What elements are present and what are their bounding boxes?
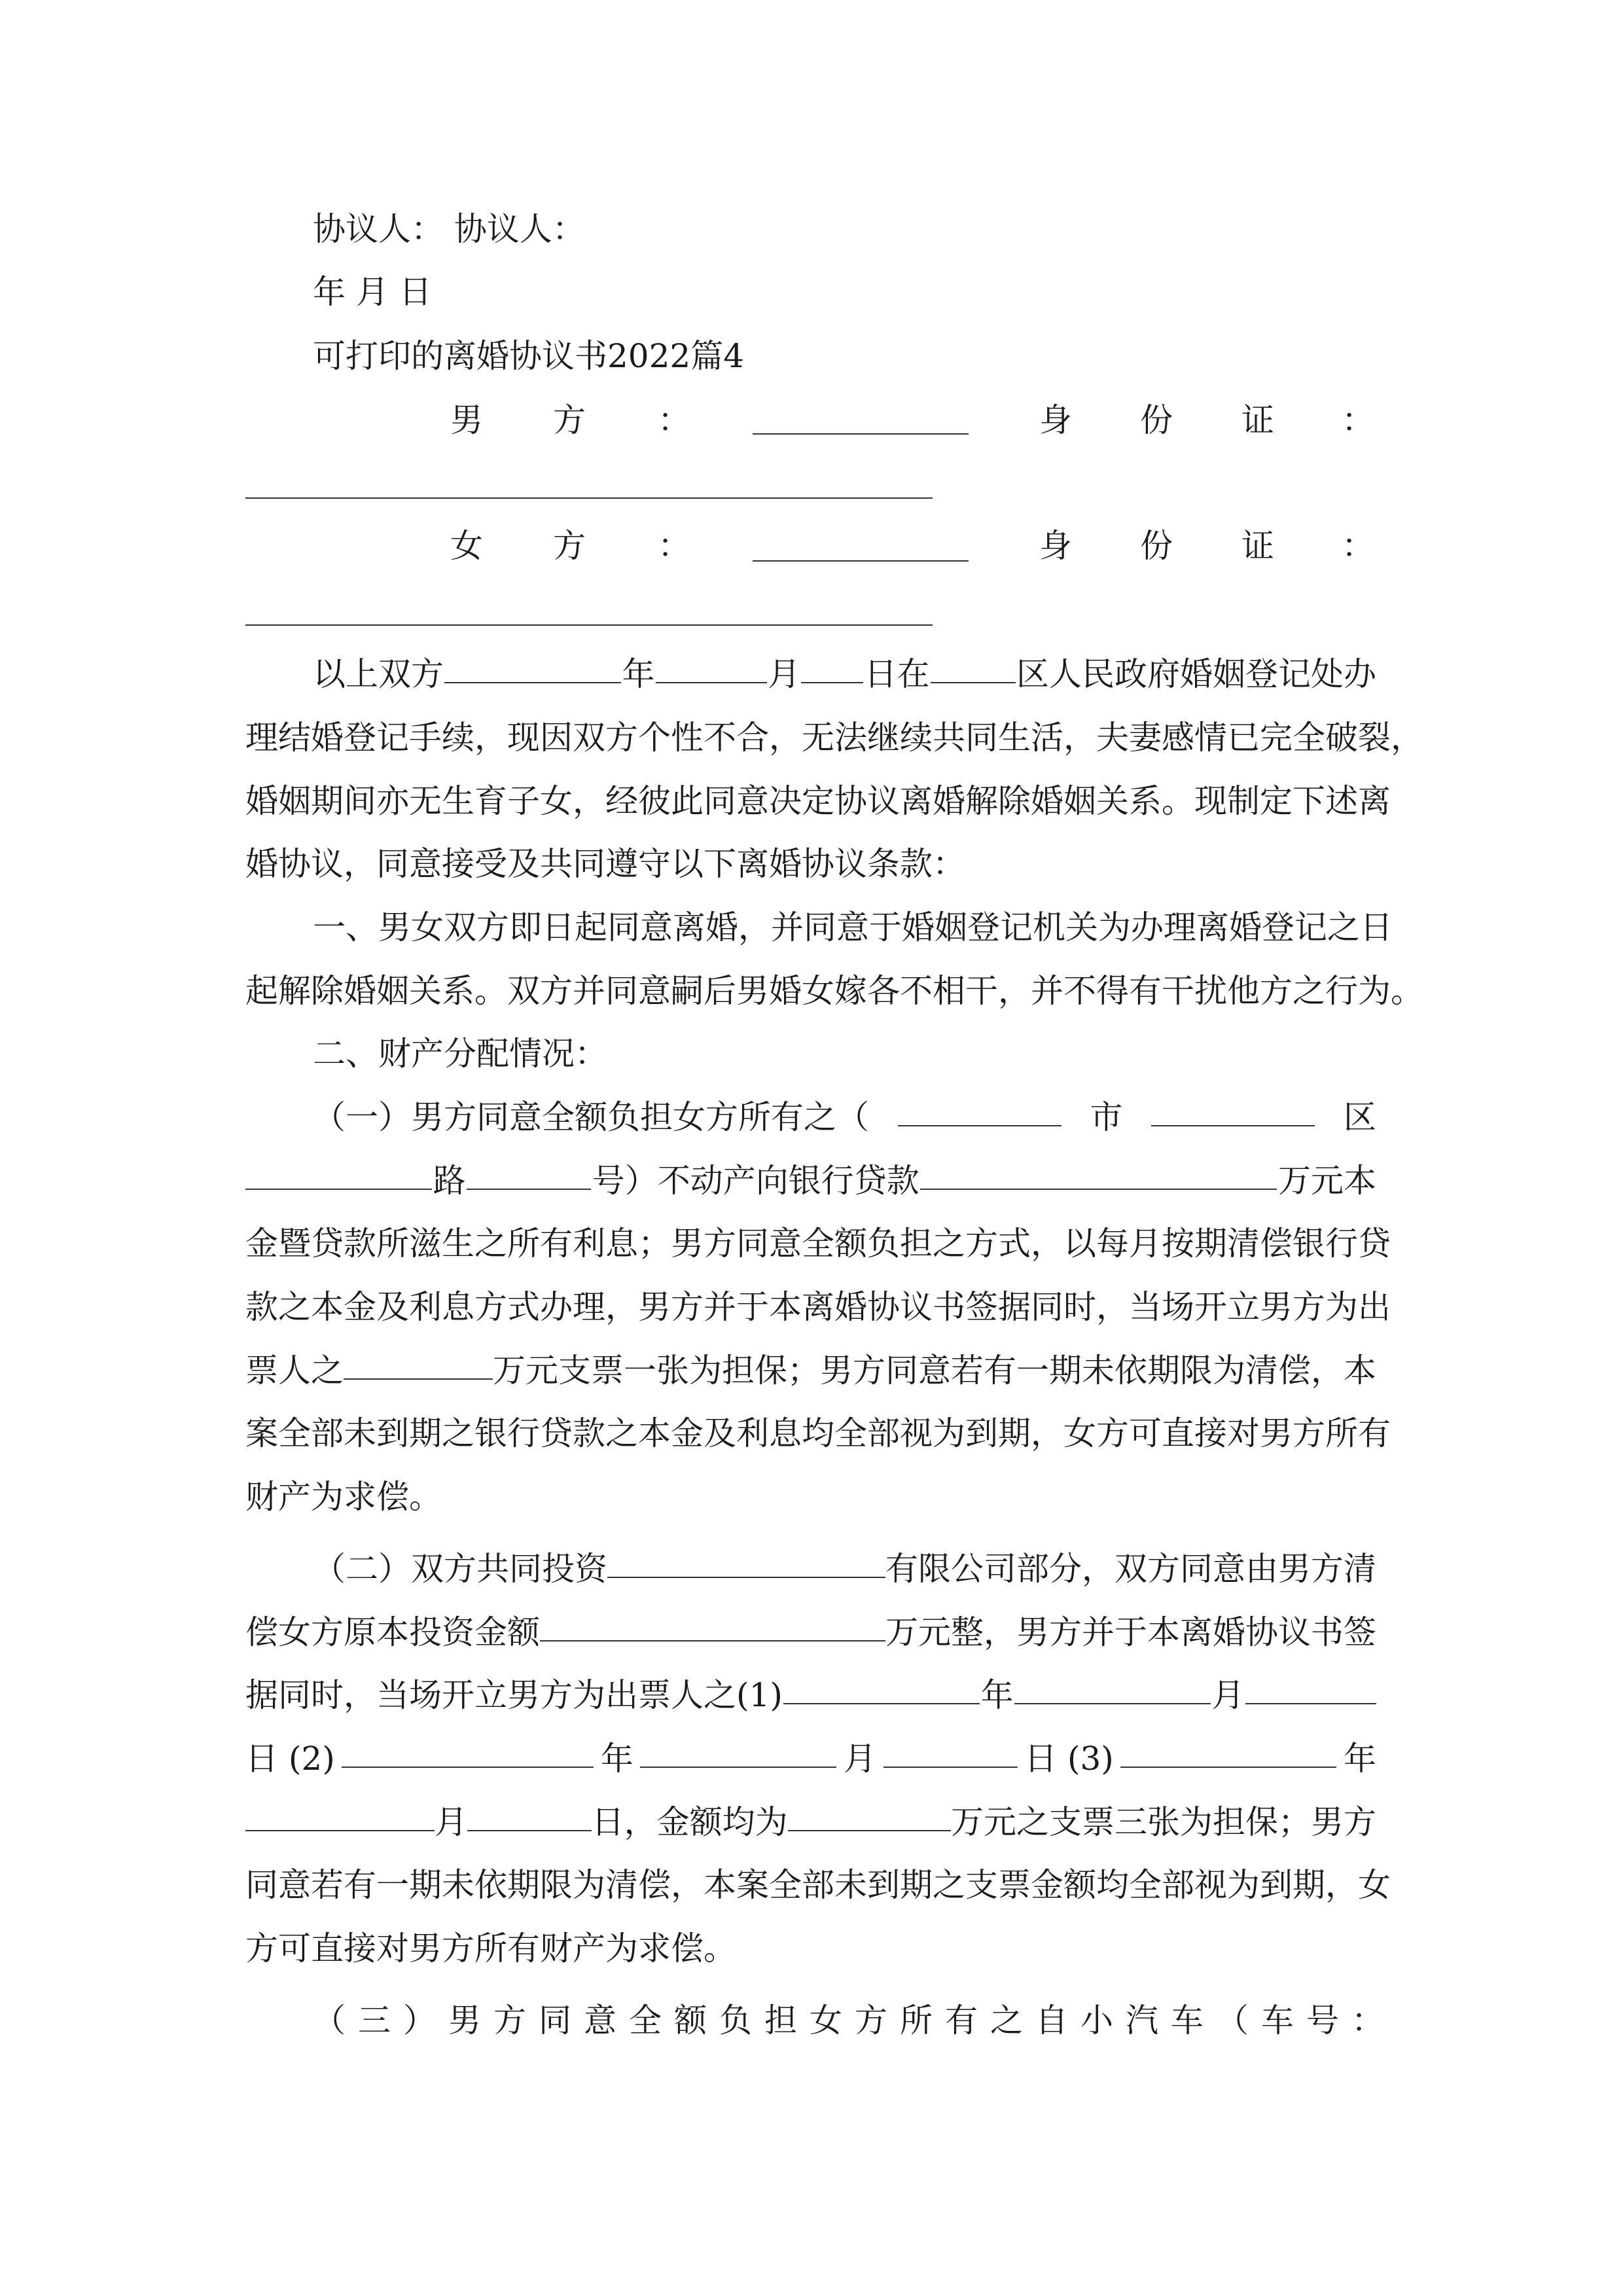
female-id-char-3: 证 xyxy=(1241,527,1274,565)
item1-line-6: 案全部未到期之银行贷款之本金及利息均全部视为到期，女方可直接对男方所有 xyxy=(245,1414,1391,1452)
item2-line-7: 方可直接对男方所有财产为求偿。 xyxy=(245,1929,736,1967)
item1-line-1: （一）男方同意全额负担女方所有之（ 市 区 xyxy=(313,1098,1376,1136)
male-id-blank xyxy=(245,497,933,499)
item2-line-6: 同意若有一期未依期限为清偿，本案全部未到期之支票金额均全部视为到期，女 xyxy=(245,1866,1391,1904)
female-label-char-2: 方 xyxy=(553,527,586,565)
item2-line-4: 日 (2) 年 月 日 (3) 年 xyxy=(245,1740,1376,1778)
item3-line-1: （三）男方同意全额负担女方所有之自小汽车（车号： xyxy=(313,2001,1397,2039)
male-label-colon: ： xyxy=(658,401,690,439)
item1-line-2: 路 号）不动产向银行贷款 万元本 xyxy=(245,1161,1376,1200)
female-id-blank xyxy=(245,624,933,626)
signers-line: 协议人： 协议人： xyxy=(313,210,585,248)
intro-line-1: 以上双方 年 月 日在 区人民政府婚姻登记处办 xyxy=(313,655,1376,693)
female-label-colon: ： xyxy=(658,527,690,565)
item2-line-3: 据同时，当场开立男方为出票人之(1) 年 月 xyxy=(245,1676,1376,1715)
male-id-char-2: 份 xyxy=(1140,401,1173,439)
male-id-char-1: 身 xyxy=(1039,401,1072,439)
intro-line-4: 婚协议，同意接受及共同遵守以下离婚协议条款： xyxy=(245,845,965,883)
female-label-char-1: 女 xyxy=(450,527,483,565)
male-label-char-1: 男 xyxy=(450,401,483,439)
article2-heading: 二、财产分配情况： xyxy=(313,1035,607,1073)
item1-line-3: 金暨贷款所滋生之所有利息；男方同意全额负担之方式，以每月按期清偿银行贷 xyxy=(245,1225,1391,1263)
item1-line-5: 票人之 万元支票一张为担保；男方同意若有一期未依期限为清偿，本 xyxy=(245,1352,1376,1390)
document-title: 可打印的离婚协议书2022篇4 xyxy=(313,337,745,375)
article1-line-2: 起解除婚姻关系。双方并同意嗣后男婚女嫁各不相干，并不得有干扰他方之行为。 xyxy=(245,972,1423,1010)
intro-line-3: 婚姻期间亦无生育子女，经彼此同意决定协议离婚解除婚姻关系。现制定下述离 xyxy=(245,782,1391,820)
male-label-char-2: 方 xyxy=(553,401,586,439)
item2-line-1: （二）双方共同投资 有限公司部分，双方同意由男方清 xyxy=(313,1550,1376,1588)
item1-line-7: 财产为求偿。 xyxy=(245,1478,442,1516)
female-id-char-2: 份 xyxy=(1140,527,1173,565)
female-id-char-1: 身 xyxy=(1039,527,1072,565)
female-id-colon: ： xyxy=(1342,527,1374,565)
male-id-colon: ： xyxy=(1342,401,1374,439)
item1-line-4: 款之本金及利息方式办理，男方并于本离婚协议书签据同时，当场开立男方为出 xyxy=(245,1288,1391,1326)
item2-line-5: 月 日，金额均为 万元之支票三张为担保；男方 xyxy=(245,1803,1376,1842)
intro-line-2: 理结婚登记手续，现因双方个性不合，无法继续共同生活，夫妻感情已完全破裂， xyxy=(245,719,1423,757)
date-line: 年 月 日 xyxy=(313,273,432,311)
item2-line-2: 偿女方原本投资金额 万元整，男方并于本离婚协议书签 xyxy=(245,1613,1376,1651)
male-id-char-3: 证 xyxy=(1241,401,1274,439)
article1-line-1: 一、男女双方即日起同意离婚，并同意于婚姻登记机关为办理离婚登记之日 xyxy=(313,908,1393,946)
female-name-blank xyxy=(753,560,969,562)
male-name-blank xyxy=(753,433,969,435)
